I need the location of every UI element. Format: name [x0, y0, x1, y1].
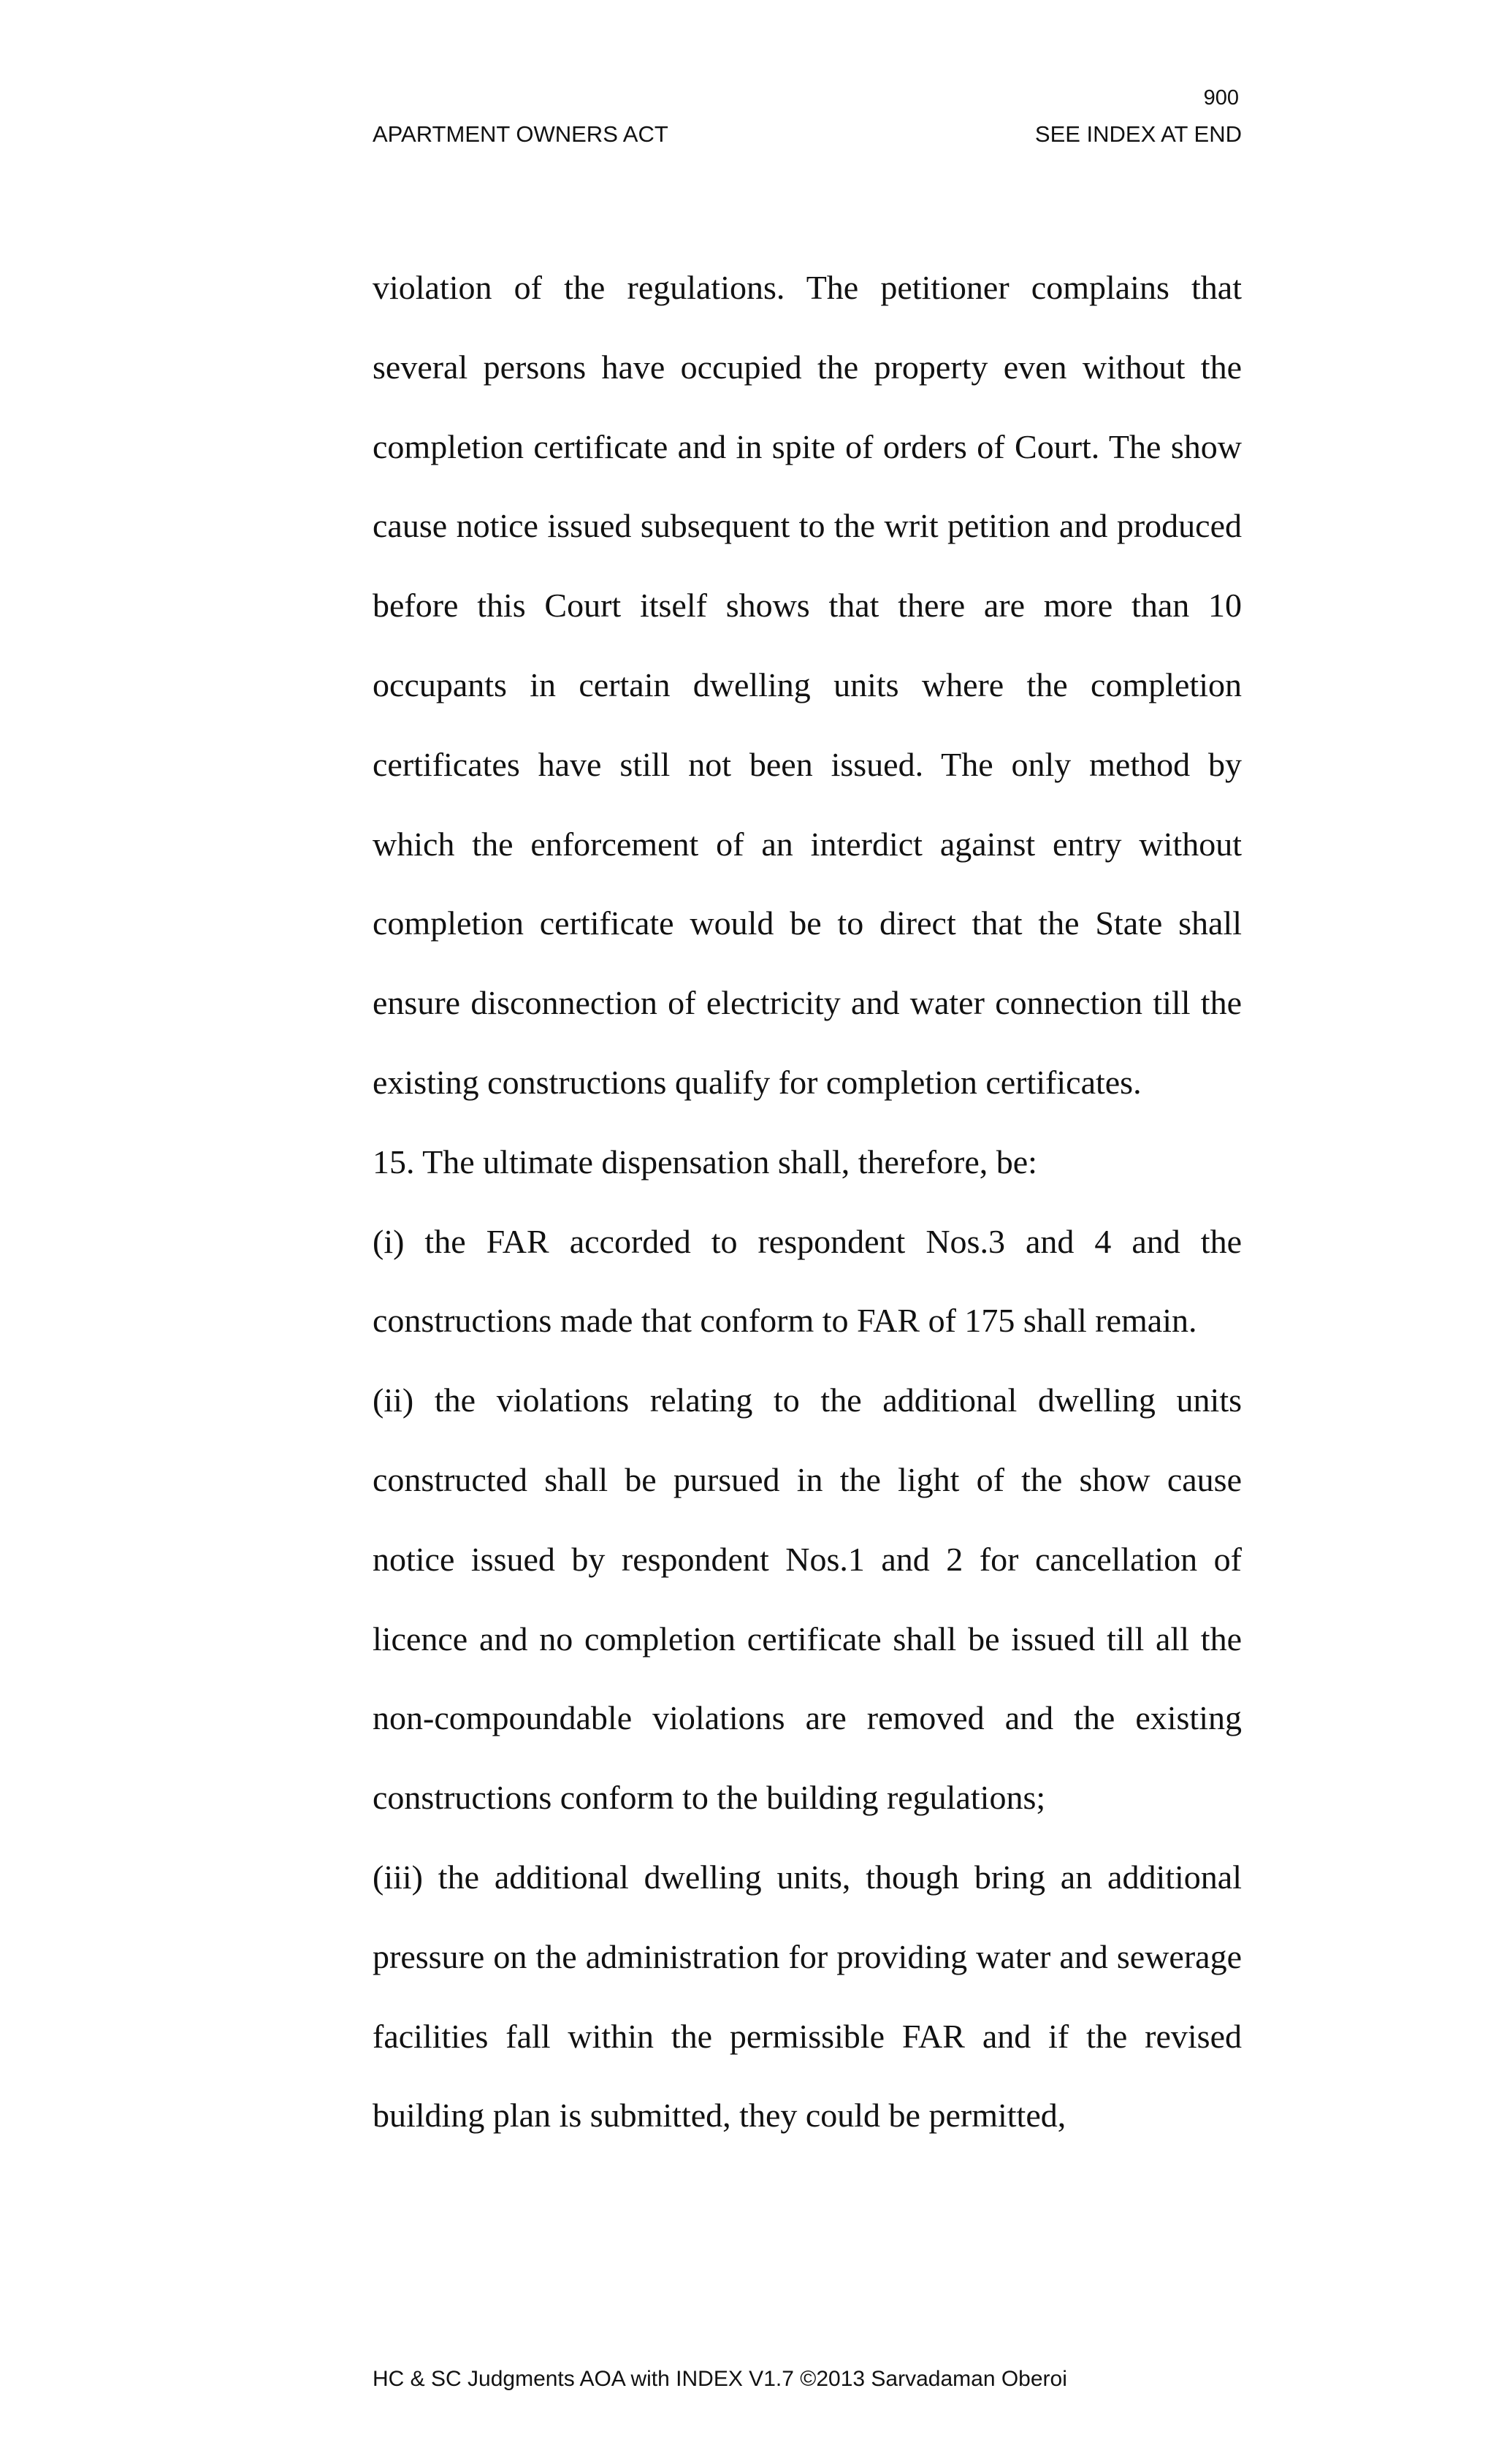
- page-number: 900: [1203, 86, 1239, 110]
- paragraph: 15. The ultimate dispensation shall, therefore, be:: [373, 1143, 1037, 1180]
- paragraph: violation of the regulations. The petitioner complains that several persons have occupied the property even without the completion certificate and in spite of orders of Court. The show cause notice issued subsequent to the writ petition and produced before this Court itself shows that there are more than 10 occupants in certain dwelling units where the completion certificates have still not been issued. The only method by which the enforcement of an interdict against entry without completion certificate would be to direct that the State shall ensure disconnection of electricity and water connection till the existing constructions qualify for completion certificates.: [373, 269, 1242, 1101]
- running-header: [373, 123, 1242, 145]
- paragraph: (i) the FAR accorded to respondent Nos.3 and 4 and the constructions made that conform to FAR of 175 shall remain.: [373, 1222, 1242, 1340]
- header-index-note: SEE INDEX AT END: [1034, 121, 1242, 147]
- paragraph: (iii) the additional dwelling units, though bring an additional pressure on the administration for providing water and sewerage facilities fall within the permissible FAR and if the revised building plan is submitted, they could be permitted,: [373, 1858, 1242, 2135]
- paragraph: (ii) the violations relating to the additional dwelling units constructed shall be pursued in the light of the show cause notice issued by respondent Nos.1 and 2 for cancellation of licence and no completion certificate shall be issued till all the non-compoundable violations are removed and the existing constructions conform to the building regulations;: [373, 1381, 1242, 1817]
- judgment-text: [373, 248, 1242, 2156]
- page-footer: HC & SC Judgments AOA with INDEX V1.7 ©2013 Sarvadaman Oberoi: [373, 2367, 1067, 2391]
- header-title: APARTMENT OWNERS ACT: [373, 121, 668, 147]
